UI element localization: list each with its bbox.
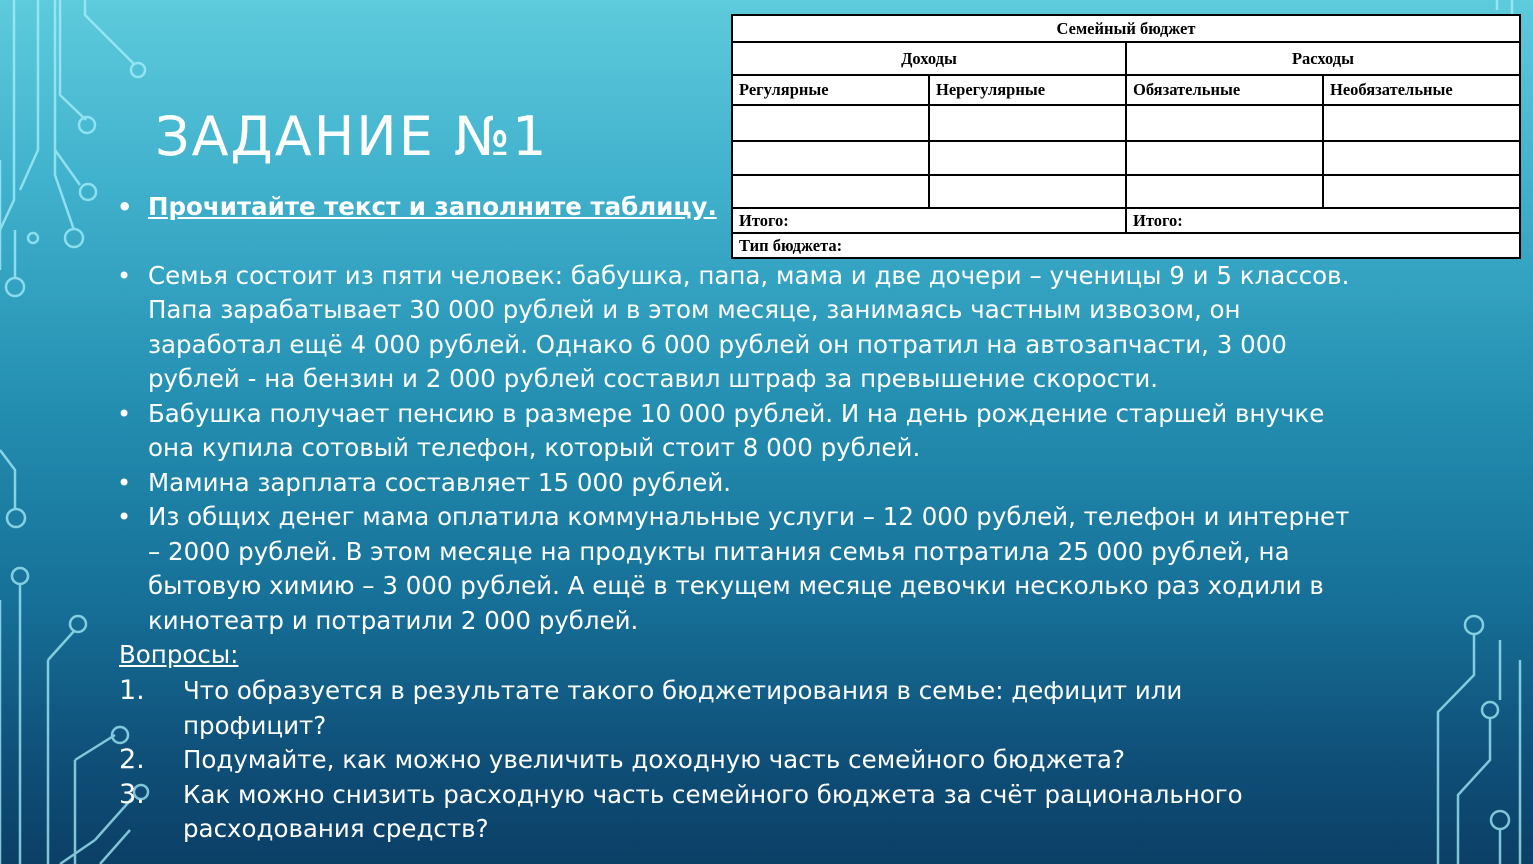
paragraph-item — [115, 466, 1355, 501]
question-text: Как можно снизить расходную часть семейного бюджета за счёт рационального расходования средств? — [183, 779, 1243, 843]
family-budget-table — [731, 14, 1521, 259]
expense-total-label[interactable]: Итого: — [1126, 208, 1520, 233]
paragraph-text: Бабушка получает пенсию в размере 10 000 рублей. И на день рождение старшей внучке она купила сотовый телефон, который стоит 8 000 рублей. — [148, 398, 1325, 462]
bullet-icon: • — [117, 503, 132, 531]
question-number: 3. — [119, 778, 145, 810]
table-title: Семейный бюджет — [732, 15, 1520, 42]
budget-type-label[interactable]: Тип бюджета: — [732, 233, 1520, 258]
question-item — [119, 674, 1319, 743]
table-row — [732, 105, 1520, 141]
slide-title: ЗАДАНИЕ №1 — [155, 105, 549, 168]
column-header-irregular: Нерегулярные — [929, 75, 1126, 105]
question-item — [119, 743, 1319, 778]
table-row — [732, 175, 1520, 208]
income-header: Доходы — [732, 42, 1126, 75]
paragraph-text: Мамина зарплата составляет 15 000 рублей. — [148, 467, 732, 497]
questions-label: Вопросы: — [119, 640, 239, 669]
question-text: Подумайте, как можно увеличить доходную часть семейного бюджета? — [183, 745, 1125, 774]
paragraph-text: Семья состоит из пяти человек: бабушка, папа, мама и две дочери – ученицы 9 и 5 классов. Папа зарабатывает 30 000 рублей и в этом месяце, занимаясь частным извозом, он заработал ещё 4 000 рублей. Однако 6 000 рублей он потратил на автозапчасти, 3 000 рублей - на бензин и 2 000 рублей составил штраф за превышение скорости. — [148, 260, 1350, 393]
table-row — [732, 141, 1520, 175]
table-cell[interactable] — [929, 105, 1126, 141]
table-title-row — [732, 15, 1520, 42]
paragraph-text: Из общих денег мама оплатила коммунальные услуги – 12 000 рублей, телефон и интернет – 2000 рублей. В этом месяце на продукты питания семья потратила 25 000 рублей, на бытовую химию – 3 000 рублей. А ещё в текущем месяце девочки несколько раз ходили в кинотеатр и потратили 2 000 рублей. — [148, 502, 1350, 635]
table-budget-type-row — [732, 233, 1520, 258]
column-header-regular: Регулярные — [732, 75, 929, 105]
table-total-row — [732, 208, 1520, 233]
table-cell[interactable] — [732, 105, 929, 141]
table-cell[interactable] — [1323, 175, 1520, 208]
table-cell[interactable] — [1126, 141, 1323, 175]
paragraph-item — [115, 259, 1355, 397]
table-cell[interactable] — [1126, 175, 1323, 208]
column-header-optional: Необязательные — [1323, 75, 1520, 105]
income-total-label[interactable]: Итого: — [732, 208, 1126, 233]
column-header-mandatory: Обязательные — [1126, 75, 1323, 105]
table-cell[interactable] — [1323, 105, 1520, 141]
question-item — [119, 778, 1319, 847]
question-number: 1. — [119, 675, 145, 706]
table-column-row — [732, 75, 1520, 105]
expense-header: Расходы — [1126, 42, 1520, 75]
table-cell[interactable] — [732, 141, 929, 175]
paragraph-item — [115, 500, 1355, 638]
question-text: Что образуется в результате такого бюджетирования в семье: дефицит или профицит? — [183, 676, 1183, 740]
paragraph-item — [115, 397, 1355, 466]
bullet-icon: • — [117, 399, 132, 428]
table-cell[interactable] — [929, 141, 1126, 175]
instruction-text: Прочитайте текст и заполните таблицу. — [148, 192, 717, 221]
question-number: 2. — [119, 744, 145, 775]
table-cell[interactable] — [929, 175, 1126, 208]
bullet-icon: • — [117, 261, 132, 290]
table-cell[interactable] — [1323, 141, 1520, 175]
questions-list — [119, 674, 1319, 847]
table-group-row — [732, 42, 1520, 75]
bullet-icon: • — [117, 193, 133, 221]
table-cell[interactable] — [1126, 105, 1323, 141]
table-cell[interactable] — [732, 175, 929, 208]
bullet-icon: • — [117, 468, 132, 497]
